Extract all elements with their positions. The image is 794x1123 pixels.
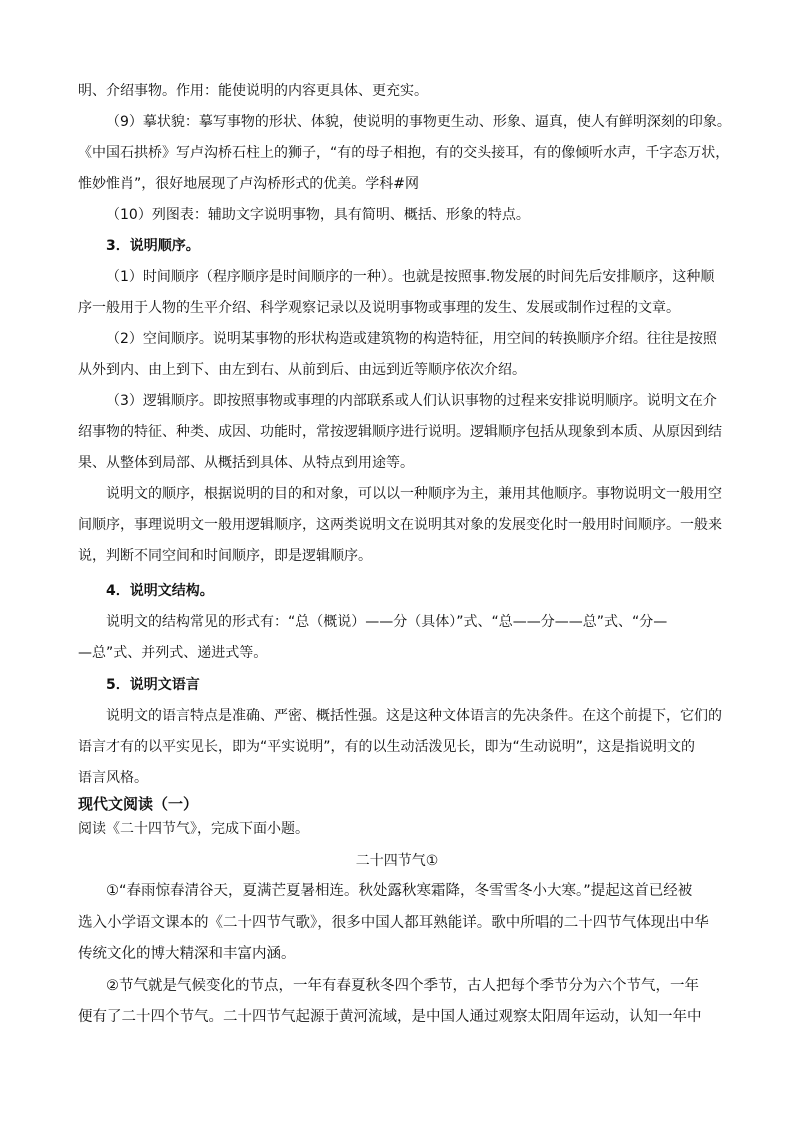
- text-line: 语言才有的以平实见长，即为“平实说明”，有的以生动活泼见长，即为“生动说明”，这是指说明文的: [78, 739, 696, 755]
- text-line: 语言风格。: [78, 770, 148, 786]
- text-line: 明、介绍事物。作用：能使说明的内容更具体、更充实。: [78, 83, 428, 99]
- text-line: 说明文的顺序，根据说明的目的和对象，可以以一种顺序为主，兼用其他顺序。事物说明文一般用空: [106, 486, 722, 502]
- text-line: （10）列图表：辅助文字说明事物，具有简明、概括、形象的特点。: [106, 207, 530, 223]
- text-line: （9）摹状貌：摹写事物的形状、体貌，使说明的事物更生动、形象、逼真，使人有鲜明深刻的印象。: [106, 114, 731, 130]
- text-line: 便有了二十四个节气。二十四节气起源于黄河流域，是中国人通过观察太阳周年运动，认知一年中: [78, 1009, 702, 1025]
- section-heading: 5．说明文语言: [106, 677, 200, 693]
- text-line: （3）逻辑顺序。即按照事物或事理的内部联系或人们认识事物的过程来安排说明顺序。说明文在介: [106, 393, 717, 409]
- text-line: 《中国石拱桥》写卢沟桥石柱上的狮子，“有的母子相抱，有的交头接耳，有的像倾听水声，千字态万状，: [78, 145, 730, 161]
- section-heading: 3．说明顺序。: [106, 238, 200, 254]
- text-line: —总”式、并列式、递进式等。: [78, 645, 268, 661]
- reading-heading: 现代文阅读（一）: [78, 795, 199, 813]
- text-line: 间顺序，事理说明文一般用逻辑顺序，这两类说明文在说明其对象的发展变化时一般用时间顺序。一般来: [78, 517, 722, 533]
- text-line: 从外到内、由上到下、由左到右、从前到后、由远到近等顺序依次介绍。: [78, 362, 526, 378]
- text-line: 选入小学语文课本的《二十四节气歌》，很多中国人都耳熟能详。歌中所唱的二十四节气体现出中华: [78, 914, 709, 931]
- text-line: （1）时间顺序（程序顺序是时间顺序的一种）。也就是按照事.物发展的时间先后安排顺序，这种顺: [106, 269, 715, 285]
- text-line: ②节气就是气候变化的节点，一年有春夏秋冬四个季节，古人把每个季节分为六个节气，一年: [106, 977, 699, 994]
- text-line: 说明文的结构常见的形式有：“总（概说）——分（具体）”式、“总——分——总”式、“分—: [106, 614, 668, 630]
- article-body: [78, 876, 728, 1034]
- text-line: 说明文的语言特点是准确、严密、概括性强。这是这种文体语言的先决条件。在这个前提下，它们的: [106, 708, 722, 724]
- text-line: 果、从整体到局部、从概括到具体、从特点到用途等。: [78, 455, 414, 471]
- text-line: 惟妙惟肖”，很好地展现了卢沟桥形式的优美。学科#网: [78, 176, 419, 192]
- section-4: [78, 576, 718, 669]
- text-line: 序一般用于人物的生平介绍、科学观察记录以及说明事物或事理的发生、发展或制作过程的文章。: [78, 300, 680, 316]
- text-line: 绍事物的特征、种类、成因、功能时，常按逻辑顺序进行说明。逻辑顺序包括从现象到本质、从原因到结: [78, 424, 722, 440]
- article-title: 二十四节气①: [355, 853, 439, 869]
- text-line: （2）空间顺序。说明某事物的形状构造或建筑物的构造特征，用空间的转换顺序介绍。往往是按照: [106, 331, 717, 347]
- reading-instruction: 阅读《二十四节气》，完成下面小题。: [78, 821, 309, 837]
- section-5: [78, 670, 722, 794]
- text-line: 说，判断不同空间和时间顺序，即是逻辑顺序。: [78, 548, 372, 564]
- section-heading: 4．说明文结构。: [106, 583, 214, 599]
- text-line: 传统文化的博大精深和丰富内涵。: [78, 946, 296, 962]
- text-line: ①“春雨惊春清谷天，夏满芒夏暑相连。秋处露秋寒霜降，冬雪雪冬小大寒。”提起这首已经被: [106, 883, 693, 899]
- intro-section: [78, 76, 731, 231]
- section-3: [78, 231, 722, 572]
